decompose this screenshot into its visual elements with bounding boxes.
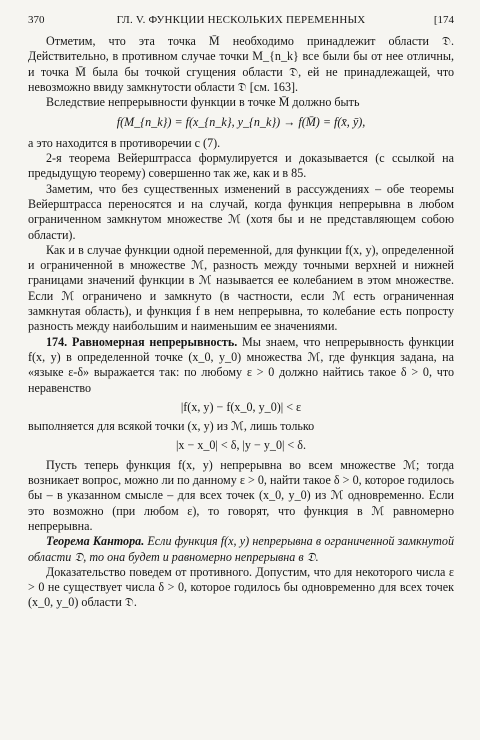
formula: f(M_{n_k}) = f(x_{n_k}, y_{n_k}) → f(M̄) = f(x̄, ȳ),: [116, 115, 366, 130]
page-body: [28, 34, 454, 611]
paragraph: Вследствие непрерывности функции в точке M̄ должно быть: [46, 95, 360, 110]
paragraph: 2-я теорема Вейерштрасса формулируется и доказывается (с ссылкой на предыдущую теорему) совершенно так же, как и в 85.: [28, 151, 454, 181]
section-174-paragraph: [28, 335, 454, 396]
theorem-statement: Если функция f(x, y) непрерывна в ограниченной замкнутой области 𝔇, то она будет и равномерно непрерывна в 𝔇.: [28, 534, 454, 564]
paragraph: Заметим, что без существенных изменений в рассуждениях – обе теоремы Вейерштрасса переносятся и на случай, когда функция непрерывна в любом ограниченном замкнутом множестве ℳ (хотя бы и не представляющем собою области).: [28, 181, 454, 242]
paragraph: а это находится в противоречии с (7).: [28, 135, 221, 150]
formula: |f(x, y) − f(x_0, y_0)| < ε: [180, 399, 302, 414]
theorem: [28, 534, 454, 565]
theorem-title: Теорема Кантора.: [46, 534, 145, 549]
paragraph: выполняется для всякой точки (x, y) из ℳ, лишь только: [28, 419, 315, 434]
running-head: ГЛ. V. ФУНКЦИИ НЕСКОЛЬКИХ ПЕРЕМЕННЫХ: [116, 14, 366, 26]
section-text: Мы знаем, что непрерывность функции f(x, y) в определенной точке (x_0, y_0) множества ℳ, где функция задана, на «языке ε-δ» выражается так: по любому ε > 0 должно найтись такое δ > 0, что неравенство: [28, 334, 454, 395]
paragraph: Как и в случае функции одной переменной, для функции f(x, y), определенной и ограниченной в множестве ℳ, разность между точными верхней и нижней границами значений функции в ℳ называется ее колебанием в этом множестве. Если ℳ ограничено и замкнуто (в частности, если ℳ есть ограниченная замкнутая область), и функция f в нем непрерывна, то колебание есть попросту разность между наибольшим и наименьшим ее значениями.: [28, 242, 454, 334]
section-title: Равномерная непрерывность.: [71, 334, 238, 349]
paragraph: Отметим, что эта точка M̄ необходимо принадлежит области 𝔇. Действительно, в противном случае точки M_{n_k} все были бы от нее отличны, и точка M̄ была бы точкой сгущения области 𝔇, ей не принадлежащей, что невозможно ввиду замкнутости области 𝔇 [см. 163].: [28, 34, 454, 94]
section-number: 174.: [46, 334, 68, 349]
page-header: [28, 13, 454, 27]
paragraph: Пусть теперь функция f(x, y) непрерывна во всем множестве ℳ; тогда возникает вопрос, можно ли по данному ε > 0, найти такое δ > 0, которое годилось бы – в указанном смысле – для всех точек (x_0, y_0) из ℳ одновременно. Если это возможно (при любом ε), то говорят, что функция в ℳ равномерно непрерывна.: [28, 457, 454, 533]
page-number: 370: [28, 14, 45, 26]
formula: |x − x_0| < δ, |y − y_0| < δ.: [176, 438, 306, 453]
paragraph: Доказательство поведем от противного. Допустим, что для некоторого числа ε > 0 не существует числа δ > 0, которое годилось бы одновременно для всех точек (x_0, y_0) области 𝔇.: [28, 564, 454, 610]
section-reference: [174: [433, 14, 454, 26]
